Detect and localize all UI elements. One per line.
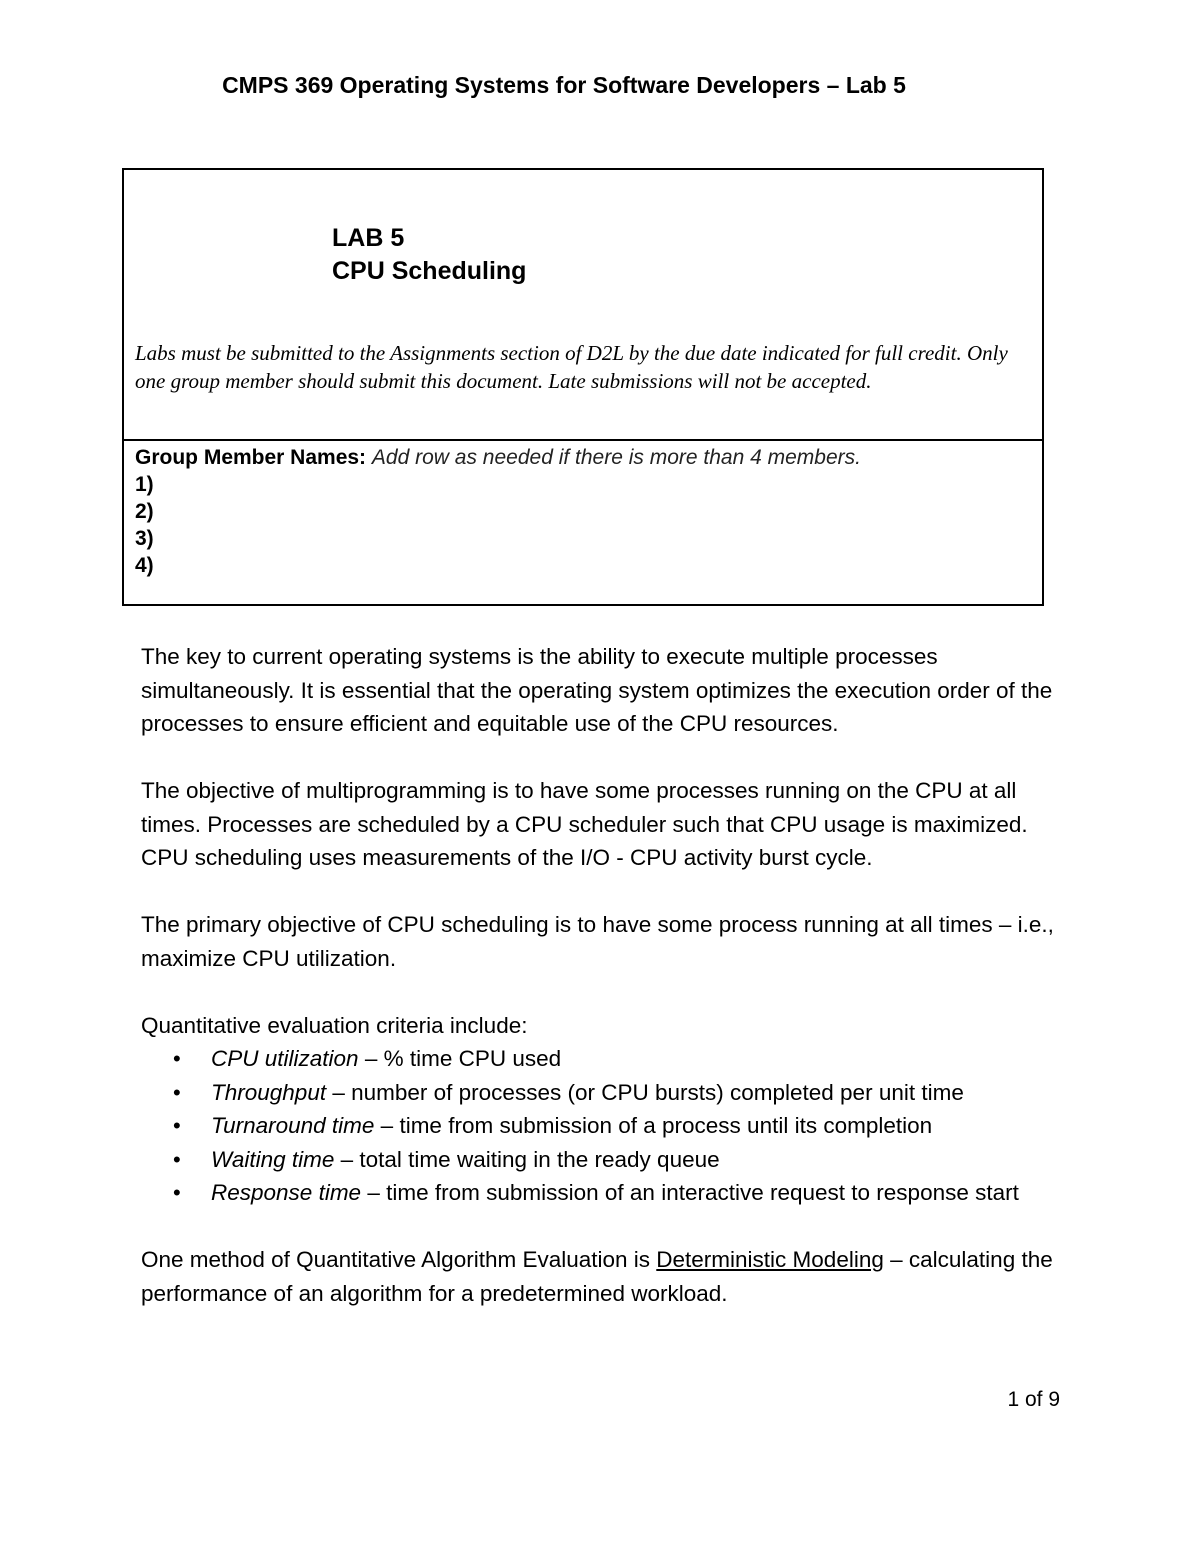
final-post: – calculating the performance of an algorithm for a predetermined workload. (141, 1247, 1053, 1306)
lab-title (332, 222, 526, 288)
paragraph-intro: The key to current operating systems is the ability to execute multiple processes simultaneously. It is essential that the operating system optimizes the execution order of the processes to ensure efficient and equitable use of the CPU resources. (141, 644, 1053, 736)
member-row-3: 3) (135, 527, 154, 550)
member-row-2: 2) (135, 500, 154, 523)
criteria-desc: – total time waiting in the ready queue (334, 1146, 720, 1172)
submission-notice: Labs must be submitted to the Assignments section of D2L by the due date indicated for full credit. Only one group member should submit this document. Late submissions will not be accepted. (135, 341, 1008, 393)
criteria-term: Turnaround time (211, 1113, 375, 1138)
lab-topic: CPU Scheduling (332, 257, 527, 285)
paragraph-multiprogramming: The objective of multiprogramming is to have some processes running on the CPU at all times. Processes are scheduled by a CPU scheduler such that CPU usage is maximized. CPU scheduling uses measurements of the I/O - CPU activity burst cycle. (141, 778, 1028, 870)
list-item (173, 1109, 1066, 1143)
criteria-term: Response time (211, 1180, 362, 1205)
criteria-desc: – time from submission of an interactive request to response start (361, 1180, 1019, 1205)
list-item (173, 1176, 1066, 1210)
member-row-4: 4) (135, 554, 154, 577)
bullet-icon: • (173, 1046, 181, 1071)
lab-number: LAB 5 (332, 224, 405, 252)
list-item (173, 1076, 1066, 1110)
criteria-desc: – % time CPU used (358, 1046, 562, 1071)
group-members-cell (135, 444, 1025, 579)
criteria-list (141, 1042, 1066, 1210)
bullet-icon: • (173, 1180, 181, 1205)
paragraph-objective: The primary objective of CPU scheduling is to have some process running at all times – i.e., maximize CPU utilization. (141, 912, 1054, 971)
criteria-desc: – number of processes (or CPU bursts) completed per unit time (326, 1079, 964, 1105)
paragraph-deterministic-modeling (141, 1243, 1066, 1310)
member-row-1: 1) (135, 473, 154, 496)
bullet-icon: • (173, 1113, 181, 1138)
members-hint: Add row as needed if there is more than 4 members. (371, 446, 861, 469)
criteria-term: CPU utilization (211, 1046, 359, 1071)
list-item (173, 1143, 1066, 1177)
final-pre: One method of Quantitative Algorithm Evaluation is (141, 1247, 657, 1272)
criteria-term: Waiting time (211, 1146, 335, 1172)
bullet-icon: • (173, 1079, 181, 1105)
body-content (141, 640, 1066, 1344)
page-number: 1 of 9 (1007, 1388, 1060, 1411)
criteria-term: Throughput (211, 1079, 327, 1105)
criteria-intro: Quantitative evaluation criteria include: (141, 1012, 528, 1038)
document-header: CMPS 369 Operating Systems for Software Developers – Lab 5 (222, 72, 906, 98)
members-label: Group Member Names: (135, 446, 367, 469)
criteria-desc: – time from submission of a process until its completion (374, 1113, 933, 1138)
lab-info-box (122, 168, 1044, 606)
lab-title-cell (124, 170, 1042, 441)
list-item (173, 1042, 1066, 1076)
deterministic-modeling-term: Deterministic Modeling (656, 1247, 884, 1272)
bullet-icon: • (173, 1146, 181, 1172)
